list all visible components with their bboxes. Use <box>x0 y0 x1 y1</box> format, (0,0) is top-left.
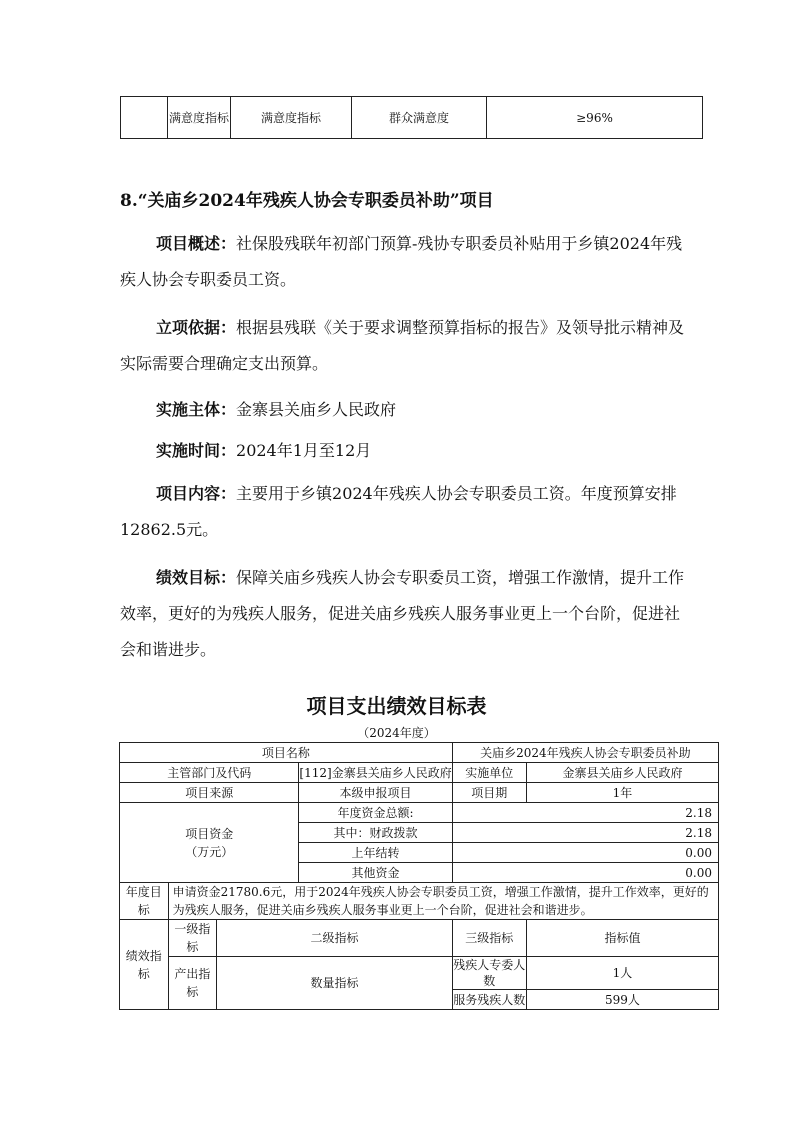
annual-goal-text: 申请资金21780.6元，用于2024年残疾人协会专职委员工资，增强工作激情，提升工作效率，更好的为残疾人服务，促进关庙乡残疾人服务事业更上一个台阶，促进社会和谐进步。 <box>168 883 718 920</box>
basis-paragraph <box>120 310 685 382</box>
basis-text: 根据县残联《关于要求调整预算指标的报告》及领导批示精神及实际需要合理确定支出预算。 <box>120 318 685 373</box>
fund-row-label: 其中：财政拨款 <box>299 823 452 843</box>
fund-row-value: 0.00 <box>452 843 718 863</box>
dept-label: 主管部门及代码 <box>120 763 299 783</box>
fund-row-value: 0.00 <box>452 863 718 883</box>
quantity-indicator-label: 数量指标 <box>217 957 452 1010</box>
indicator-value: 1人 <box>526 957 718 990</box>
table-row <box>120 957 719 990</box>
entity-paragraph <box>120 392 685 428</box>
empty-cell <box>121 97 168 139</box>
table-cell: 满意度指标 <box>231 97 352 139</box>
source-label: 项目来源 <box>120 783 299 803</box>
time-text: 2024年1月至12月 <box>236 441 372 460</box>
basis-label: 立项依据： <box>156 318 237 337</box>
period-label: 项目期 <box>452 783 526 803</box>
table-row <box>120 763 719 783</box>
goal-label: 绩效目标： <box>156 568 237 587</box>
impl-unit-value: 金寨县关庙乡人民政府 <box>526 763 718 783</box>
table-cell: 满意度指标 <box>168 97 231 139</box>
project-name-label: 项目名称 <box>120 743 453 763</box>
content-paragraph <box>120 476 685 548</box>
table-cell: ≥96% <box>487 97 703 139</box>
header-level1: 一级指标 <box>168 920 217 957</box>
fund-row-label: 其他资金 <box>299 863 452 883</box>
time-paragraph <box>120 433 685 469</box>
indicator-value: 599人 <box>526 990 718 1010</box>
funds-label: 项目资金 <box>185 826 234 841</box>
header-value: 指标值 <box>526 920 718 957</box>
table-row <box>120 803 719 823</box>
performance-table <box>119 742 719 1010</box>
overview-label: 项目概述： <box>156 234 237 253</box>
content-label: 项目内容： <box>156 484 237 503</box>
indicator-name: 服务残疾人数 <box>452 990 526 1010</box>
header-level3: 三级指标 <box>452 920 526 957</box>
fund-row-value: 2.18 <box>452 823 718 843</box>
source-value: 本级申报项目 <box>299 783 452 803</box>
impl-unit-label: 实施单位 <box>452 763 526 783</box>
section-heading: 8.“关庙乡2024年残疾人协会专职委员补助”项目 <box>120 191 494 211</box>
table-year: （2024年度） <box>357 726 436 740</box>
fund-row-label: 上年结转 <box>299 843 452 863</box>
annual-goal-label: 年度目标 <box>120 883 169 920</box>
table-row <box>120 920 719 957</box>
table-row <box>120 783 719 803</box>
funds-unit: （万元） <box>185 844 234 859</box>
fund-row-value: 2.18 <box>452 803 718 823</box>
header-level2: 二级指标 <box>217 920 452 957</box>
funds-label-cell <box>120 803 299 883</box>
indicator-name: 残疾人专委人数 <box>453 958 526 988</box>
table-row <box>120 883 719 920</box>
table-title: 项目支出绩效目标表 <box>306 694 487 718</box>
dept-value: [112]金寨县关庙乡人民政府 <box>299 763 452 783</box>
overview-paragraph <box>120 226 685 298</box>
entity-label: 实施主体： <box>156 400 237 419</box>
continuation-table <box>120 96 703 139</box>
table-row <box>121 97 703 139</box>
project-name: 关庙乡2024年残疾人协会专职委员补助 <box>452 743 718 763</box>
table-cell: 群众满意度 <box>352 97 487 139</box>
goal-paragraph <box>120 560 685 668</box>
overview-text: 社保股残联年初部门预算-残协专职委员补贴用于乡镇2024年残疾人协会专职委员工资。 <box>120 234 683 289</box>
output-indicator-label: 产出指标 <box>168 957 217 1010</box>
goal-text: 保障关庙乡残疾人协会专职委员工资，增强工作激情，提升工作效率，更好的为残疾人服务，促进关庙乡残疾人服务事业更上一个台阶，促进社会和谐进步。 <box>120 568 685 659</box>
fund-row-label: 年度资金总额: <box>299 803 452 823</box>
content-text: 主要用于乡镇2024年残疾人协会专职委员工资。年度预算安排12862.5元。 <box>120 484 677 539</box>
time-label: 实施时间： <box>156 441 237 460</box>
period-value: 1年 <box>526 783 718 803</box>
table-row <box>120 743 719 763</box>
perf-indicator-label: 绩效指标 <box>120 920 169 1010</box>
entity-text: 金寨县关庙乡人民政府 <box>236 400 397 419</box>
